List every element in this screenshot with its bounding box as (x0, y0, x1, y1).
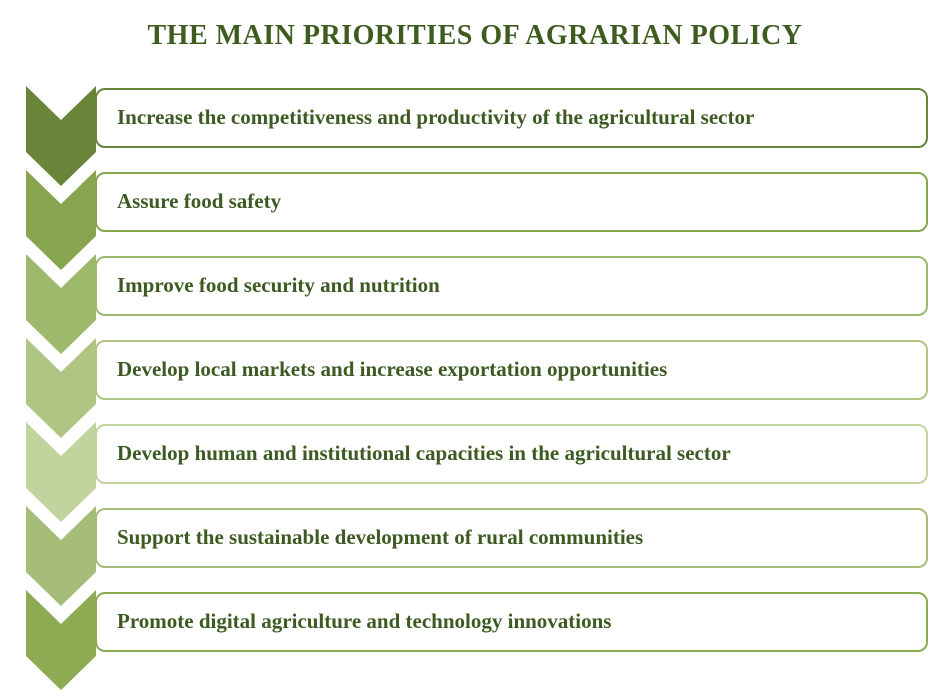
priority-box (95, 340, 928, 400)
priority-box (95, 508, 928, 568)
priority-label: Develop human and institutional capacities in the agricultural sector (117, 441, 731, 466)
priority-label: Improve food security and nutrition (117, 273, 440, 298)
priority-box (95, 172, 928, 232)
priority-label: Support the sustainable development of rural communities (117, 525, 644, 550)
priority-label: Promote digital agriculture and technology innovations (117, 609, 612, 634)
priority-box (95, 88, 928, 148)
priority-box (95, 256, 928, 316)
priority-label: Increase the competitiveness and productivity of the agricultural sector (117, 105, 755, 130)
priority-row (0, 590, 950, 690)
priority-label: Assure food safety (117, 189, 282, 214)
page-title: THE MAIN PRIORITIES OF AGRARIAN POLICY (147, 20, 803, 51)
priority-label: Develop local markets and increase exportation opportunities (117, 357, 668, 382)
priority-box (95, 592, 928, 652)
chevron-down-icon (26, 590, 96, 690)
priority-box (95, 424, 928, 484)
